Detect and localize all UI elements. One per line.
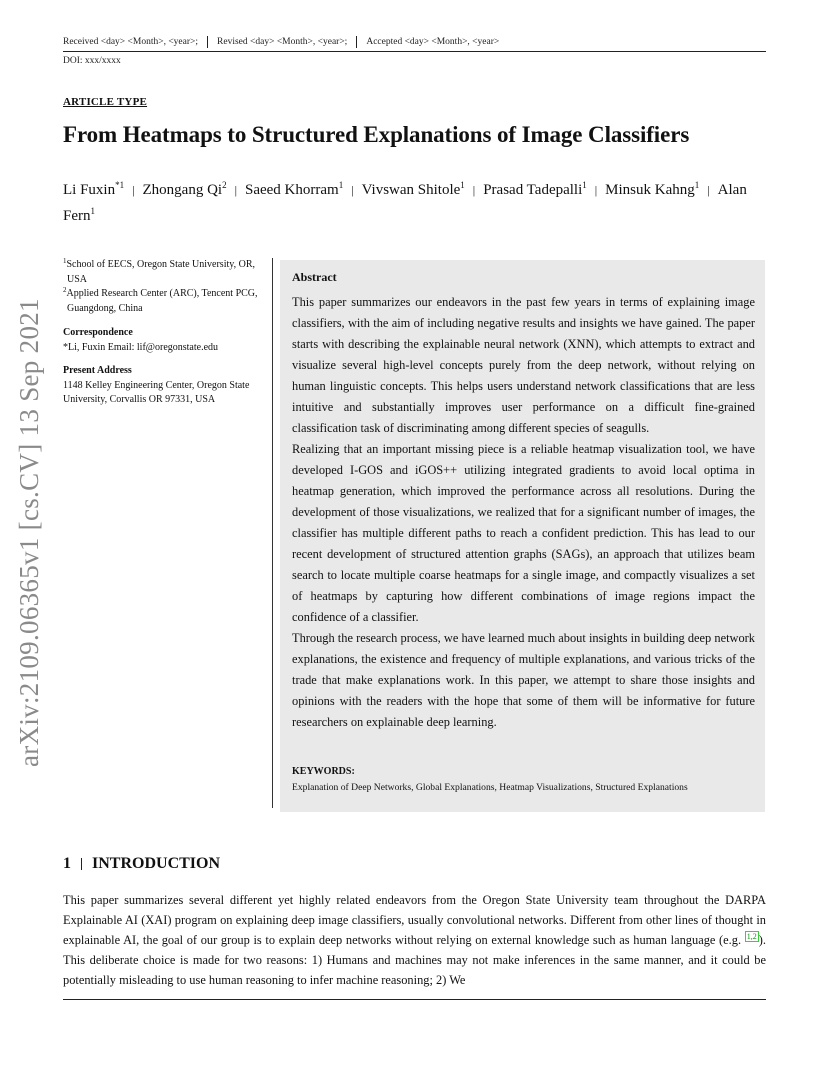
author bbox=[605, 182, 699, 198]
author-separator: | bbox=[707, 183, 710, 197]
doi: DOI: xxx/xxxx bbox=[63, 56, 121, 66]
intro-text: ). This deliberate choice is made for two reasons: 1) Humans and machines may not make inferences in the same manner, and it could be potentially misleading to use human reasoning to infer machine reasoning; 2) We bbox=[63, 933, 766, 987]
arxiv-stamp: arXiv:2109.06365v1 [cs.CV] 13 Sep 2021 bbox=[14, 298, 44, 767]
abstract-paragraph: This paper summarizes our endeavors in the past few years in terms of explaining image classifiers, with the aim of including negative results and insights we have gained. The paper starts with describing the explainable neural network (XNN), which attempts to extract and visualize several high-level concepts purely from the deep network, without relying on human linguistic concepts. This helps users understand network classifications that are less intuitive and substantially improves user performance on a difficult fine-grained classification task of discriminating among different species of seagulls. bbox=[292, 295, 755, 435]
author-list bbox=[63, 177, 763, 229]
correspondence-text: *Li, Fuxin Email: lif@oregonstate.edu bbox=[63, 341, 219, 353]
affiliation-text: School of EECS, Oregon State University, OR, USA bbox=[66, 259, 256, 285]
author-separator: | bbox=[351, 183, 354, 197]
affiliation-text: Applied Research Center (ARC), Tencent PCG, Guangdong, China bbox=[66, 288, 258, 314]
author-separator: | bbox=[472, 183, 476, 197]
author bbox=[245, 182, 343, 198]
correspondence-heading: Correspondence bbox=[63, 327, 133, 338]
section-number: 1 bbox=[63, 855, 71, 872]
author bbox=[362, 182, 465, 198]
intro-text: This paper summarizes several different yet highly related endeavors from the Oregon State University team throughout the DARPA Explainable AI (XAI) program on explaining deep image classifiers, usually convolutional networks. Different from other lines of thought in explainable AI, the goal of our group is to explain deep networks without relying on external knowledge such as human language (e.g. bbox=[63, 893, 766, 947]
section-title: INTRODUCTION bbox=[92, 855, 221, 872]
abstract-heading: Abstract bbox=[292, 270, 337, 284]
accepted-date: Accepted <day> <Month>, <year> bbox=[366, 37, 500, 47]
author-affiliation-mark: 2 bbox=[222, 180, 227, 190]
author-name: Li Fuxin bbox=[63, 182, 116, 198]
sidebar-divider bbox=[272, 258, 273, 808]
sidebar bbox=[63, 258, 263, 408]
abstract-paragraph: Realizing that an important missing piece is a reliable heatmap visualization tool, we have developed I-GOS and iGOS++ utilizing integrated gradients to avoid local optima in heatmap generation, which improved the performance across all resolutions. During the development of those visualizations, we realized that for a significant number of images, the classifier has multiple different paths to reach a confident prediction. This has lead to our recent development of structured attention graphs (SAGs), an approach that utilizes beam search to locate multiple coarse heatmaps for a single image, and compactly visualizes a set of heatmaps by capturing how different combinations of image regions impact the confidence of a classifier. bbox=[292, 442, 755, 624]
keywords: Explanation of Deep Networks, Global Explanations, Heatmap Visualizations, Structured Explanations bbox=[292, 782, 688, 793]
author-name: Vivswan Shitole bbox=[361, 182, 461, 198]
author-affiliation-mark: 1 bbox=[694, 180, 700, 190]
keywords-heading: KEYWORDS: bbox=[292, 766, 355, 777]
footer-rule bbox=[63, 999, 766, 1000]
header-rule bbox=[63, 51, 766, 52]
divider bbox=[356, 36, 357, 48]
author-name: Saeed Khorram bbox=[244, 182, 339, 198]
present-address-text: 1148 Kelley Engineering Center, Oregon State University, Corvallis OR 97331, USA bbox=[63, 379, 250, 405]
received-date: Received <day> <Month>, <year>; bbox=[63, 37, 199, 47]
section-heading bbox=[63, 855, 220, 873]
affiliation-mark: 1 bbox=[63, 257, 67, 265]
author-separator: | bbox=[234, 183, 237, 197]
abstract-body bbox=[292, 292, 755, 733]
article-type: ARTICLE TYPE bbox=[63, 96, 148, 108]
author bbox=[143, 182, 227, 198]
author bbox=[63, 182, 124, 198]
affiliation-2 bbox=[63, 287, 263, 316]
author-affiliation-mark: 1 bbox=[90, 206, 95, 216]
author-name: Prasad Tadepalli bbox=[483, 182, 583, 198]
author-name: Minsuk Kahng bbox=[605, 182, 695, 198]
author-name: Alan Fern bbox=[63, 182, 747, 224]
author-affiliation-mark: 1 bbox=[460, 180, 465, 190]
author-affiliation-mark: 1 bbox=[582, 180, 587, 190]
author bbox=[483, 182, 587, 198]
author-name: Zhongang Qi bbox=[142, 182, 223, 198]
paper-title: From Heatmaps to Structured Explanations of Image Classifiers bbox=[63, 122, 690, 147]
abstract-paragraph: Through the research process, we have learned much about insights in building deep network explanations, the existence and frequency of multiple explanations, and various tricks of the trade that make explanations work. In this paper, we attempt to share those insights and opinions with the readers with the hope that some of them will be informative for future researchers on explainable deep learning. bbox=[292, 631, 755, 729]
affiliation-mark: 2 bbox=[63, 286, 67, 294]
author-affiliation-mark: *1 bbox=[115, 180, 125, 190]
present-address-heading: Present Address bbox=[63, 365, 132, 376]
divider bbox=[81, 858, 82, 870]
introduction-text bbox=[63, 890, 766, 990]
submission-dates bbox=[63, 36, 499, 48]
citation-link[interactable]: 1,2 bbox=[746, 932, 757, 941]
divider bbox=[207, 36, 208, 48]
author-affiliation-mark: 1 bbox=[338, 180, 344, 190]
revised-date: Revised <day> <Month>, <year>; bbox=[217, 37, 348, 47]
author-separator: | bbox=[132, 183, 135, 197]
affiliation-1 bbox=[63, 258, 263, 287]
author-separator: | bbox=[594, 183, 598, 197]
